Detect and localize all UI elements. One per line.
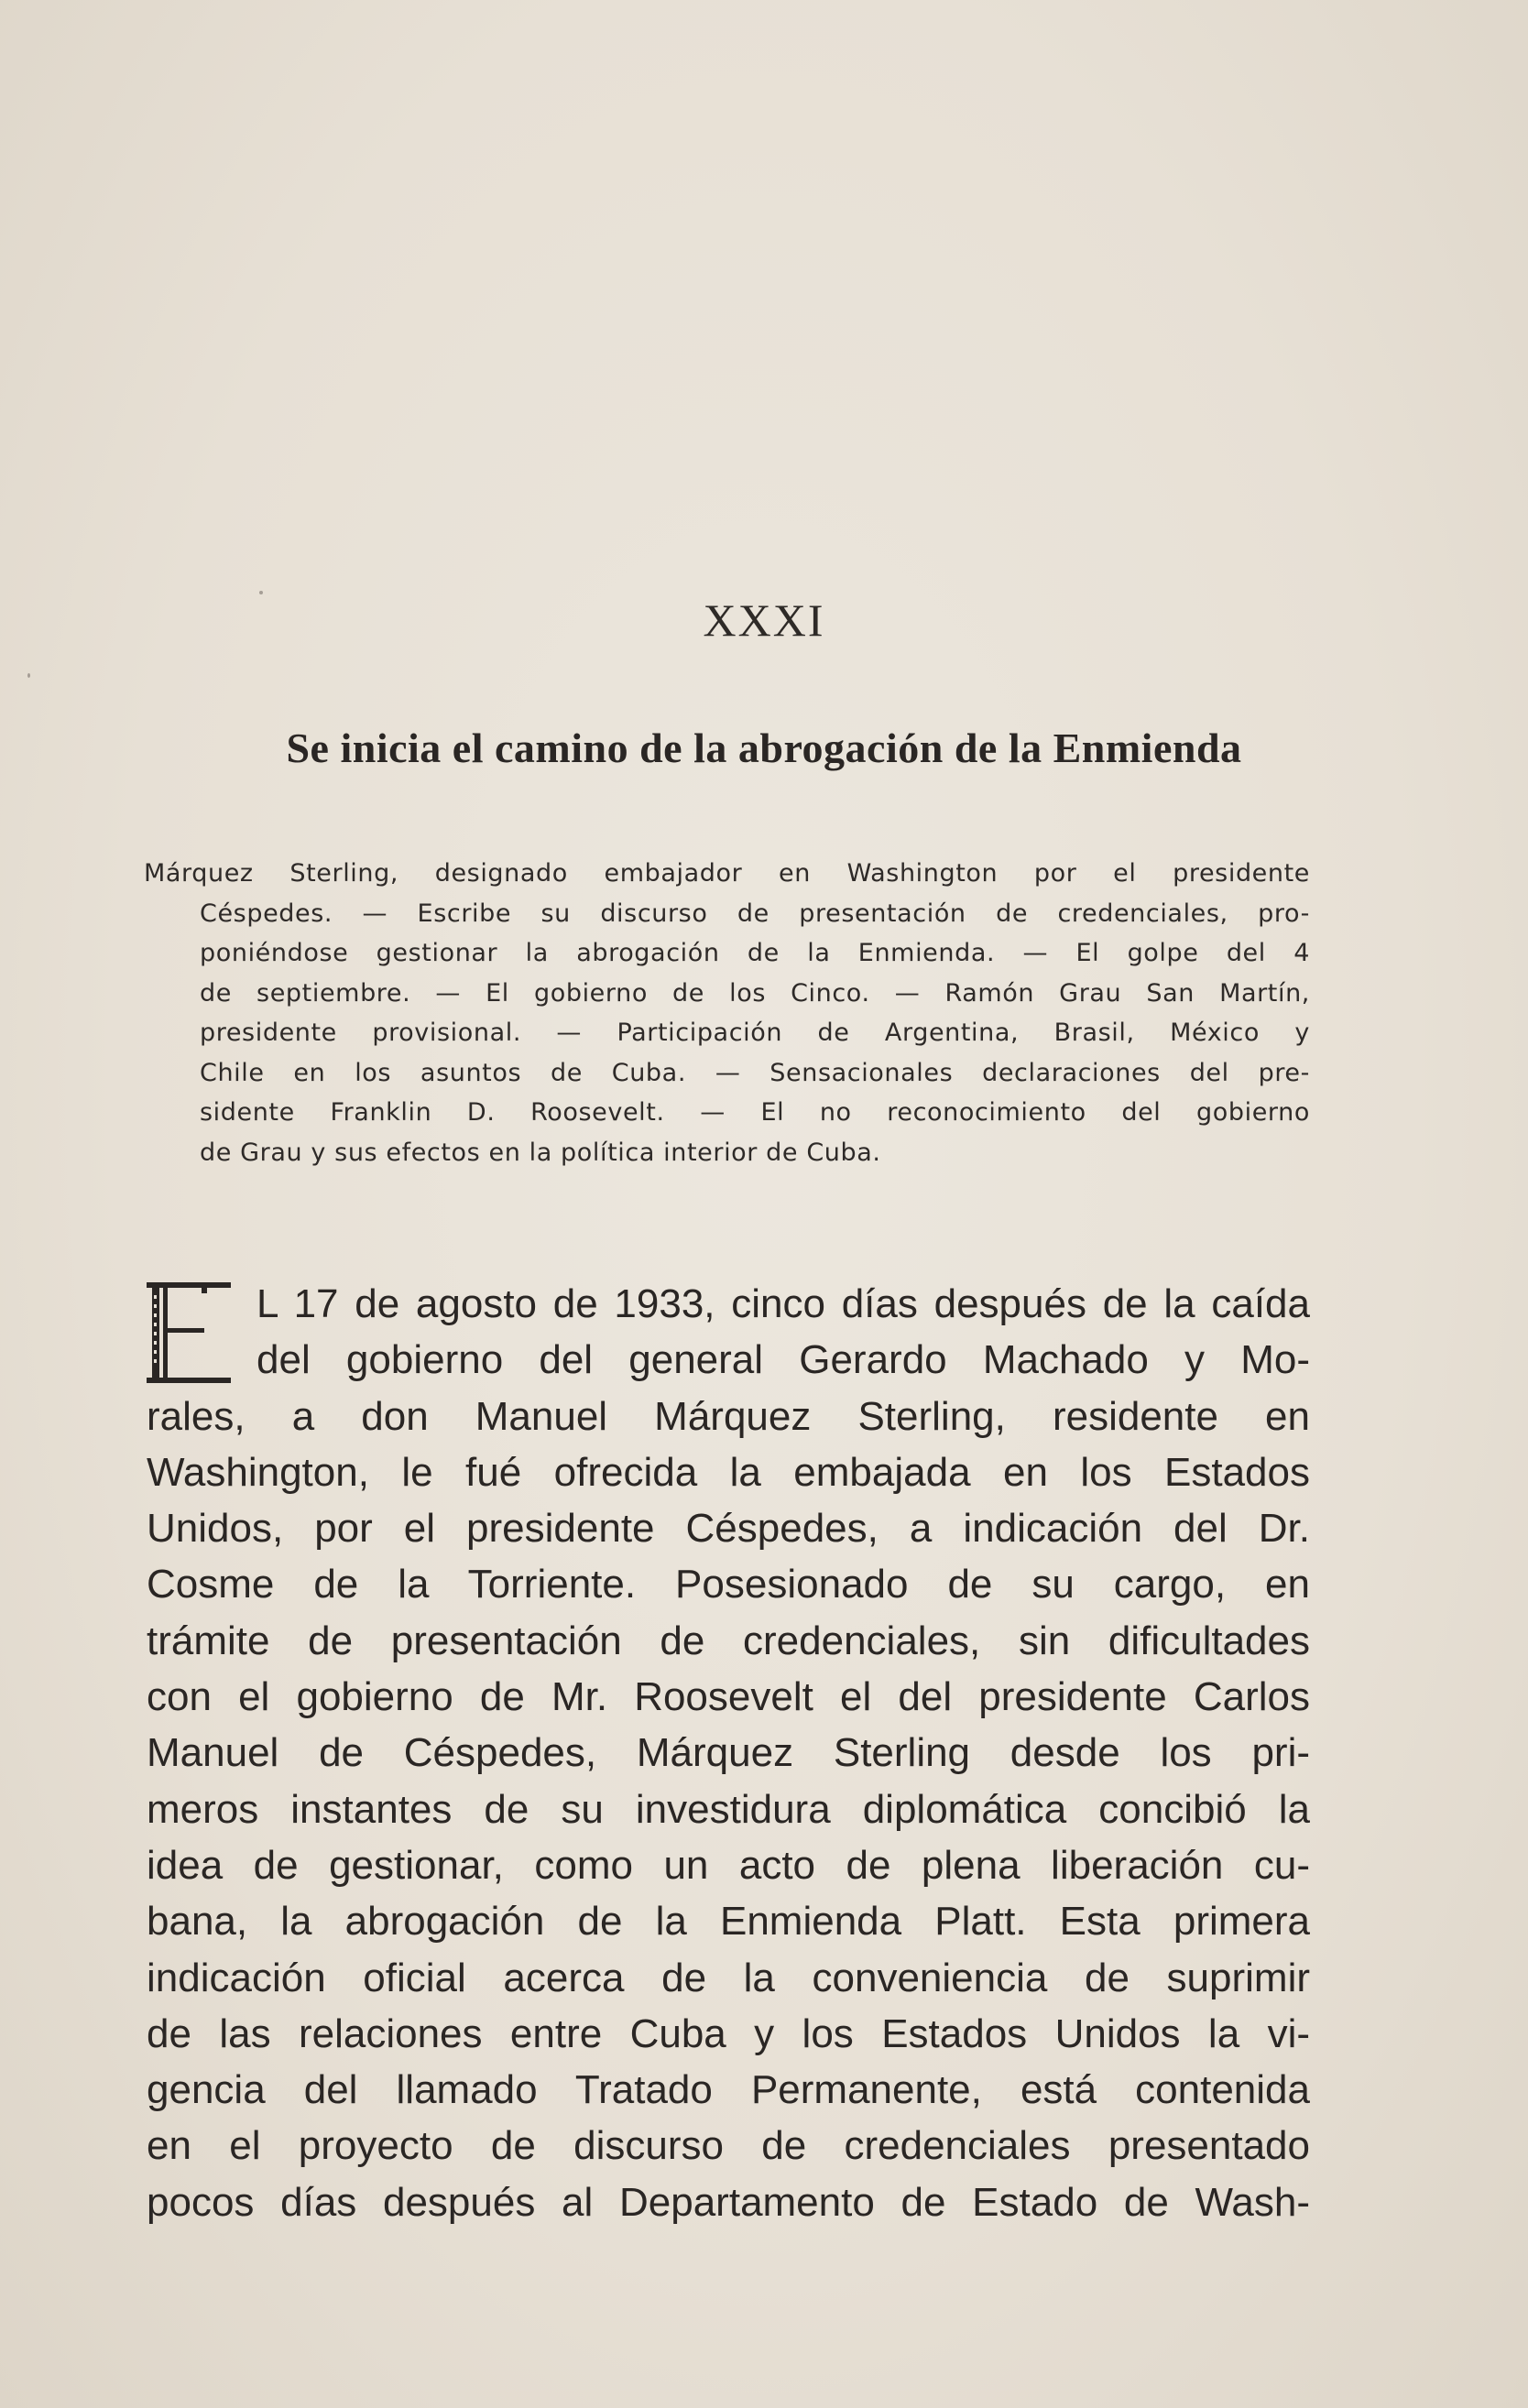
body-line: idea de gestionar, como un acto de plena liberación cu- — [147, 1842, 1310, 1888]
summary-line: poniéndose gestionar la abrogación de la Enmienda. — El golpe del 4 — [200, 939, 1310, 967]
summary-line: presidente provisional. — Participación de Argentina, Brasil, México y — [200, 1019, 1310, 1047]
summary-line: de septiembre. — El gobierno de los Cinco. — Ramón Grau San Martín, — [200, 978, 1310, 1008]
body-paragraph — [147, 1276, 1310, 2230]
chapter-number: XXXI — [703, 594, 825, 646]
body-line: Washington, le fué ofrecida la embajada en los Estados — [147, 1449, 1310, 1495]
body-line: pocos días después al Departamento de Estado de Wash- — [147, 2179, 1310, 2225]
chapter-summary — [144, 854, 1310, 1172]
body-line: trámite de presentación de credenciales, sin dificultades — [147, 1618, 1310, 1663]
body-line: rales, a don Manuel Márquez Sterling, residente en — [147, 1393, 1310, 1439]
body-line: del gobierno del general Gerardo Machado y Mo- — [256, 1337, 1310, 1383]
body-line: Cosme de la Torriente. Posesionado de su cargo, en — [147, 1562, 1310, 1607]
body-line: indicación oficial acerca de la conveniencia de suprimir — [147, 1955, 1310, 2000]
body-line: Unidos, por el presidente Céspedes, a indicación del Dr. — [147, 1506, 1310, 1552]
body-line: en el proyecto de discurso de credenciales presentado — [147, 2123, 1310, 2169]
body-line: L 17 de agosto de 1933, cinco días después de la caída — [256, 1281, 1310, 1326]
body-line: gencia del llamado Tratado Permanente, está contenida — [147, 2067, 1310, 2113]
body-line: meros instantes de su investidura diplomática concibió la — [147, 1786, 1310, 1832]
body-line: bana, la abrogación de la Enmienda Platt. Esta primera — [147, 1899, 1310, 1945]
body-line: con el gobierno de Mr. Roosevelt el del presidente Carlos — [147, 1674, 1310, 1720]
body-line: de las relaciones entre Cuba y los Estados Unidos la vi- — [147, 2010, 1310, 2056]
summary-line: Céspedes. — Escribe su discurso de presentación de credenciales, pro- — [200, 899, 1310, 928]
paper-speck — [27, 673, 30, 678]
summary-line: de Grau y sus efectos en la política interior de Cuba. — [200, 1138, 881, 1167]
summary-line: Chile en los asuntos de Cuba. — Sensacionales declaraciones del pre- — [200, 1058, 1310, 1087]
summary-line: Márquez Sterling, designado embajador en Washington por el presidente — [144, 859, 1310, 888]
body-line: Manuel de Céspedes, Márquez Sterling desde los pri- — [147, 1730, 1310, 1776]
chapter-title: Se inicia el camino de la abrogación de la Enmienda — [286, 725, 1242, 771]
summary-line: sidente Franklin D. Roosevelt. — El no reconocimiento del gobierno — [200, 1098, 1310, 1127]
